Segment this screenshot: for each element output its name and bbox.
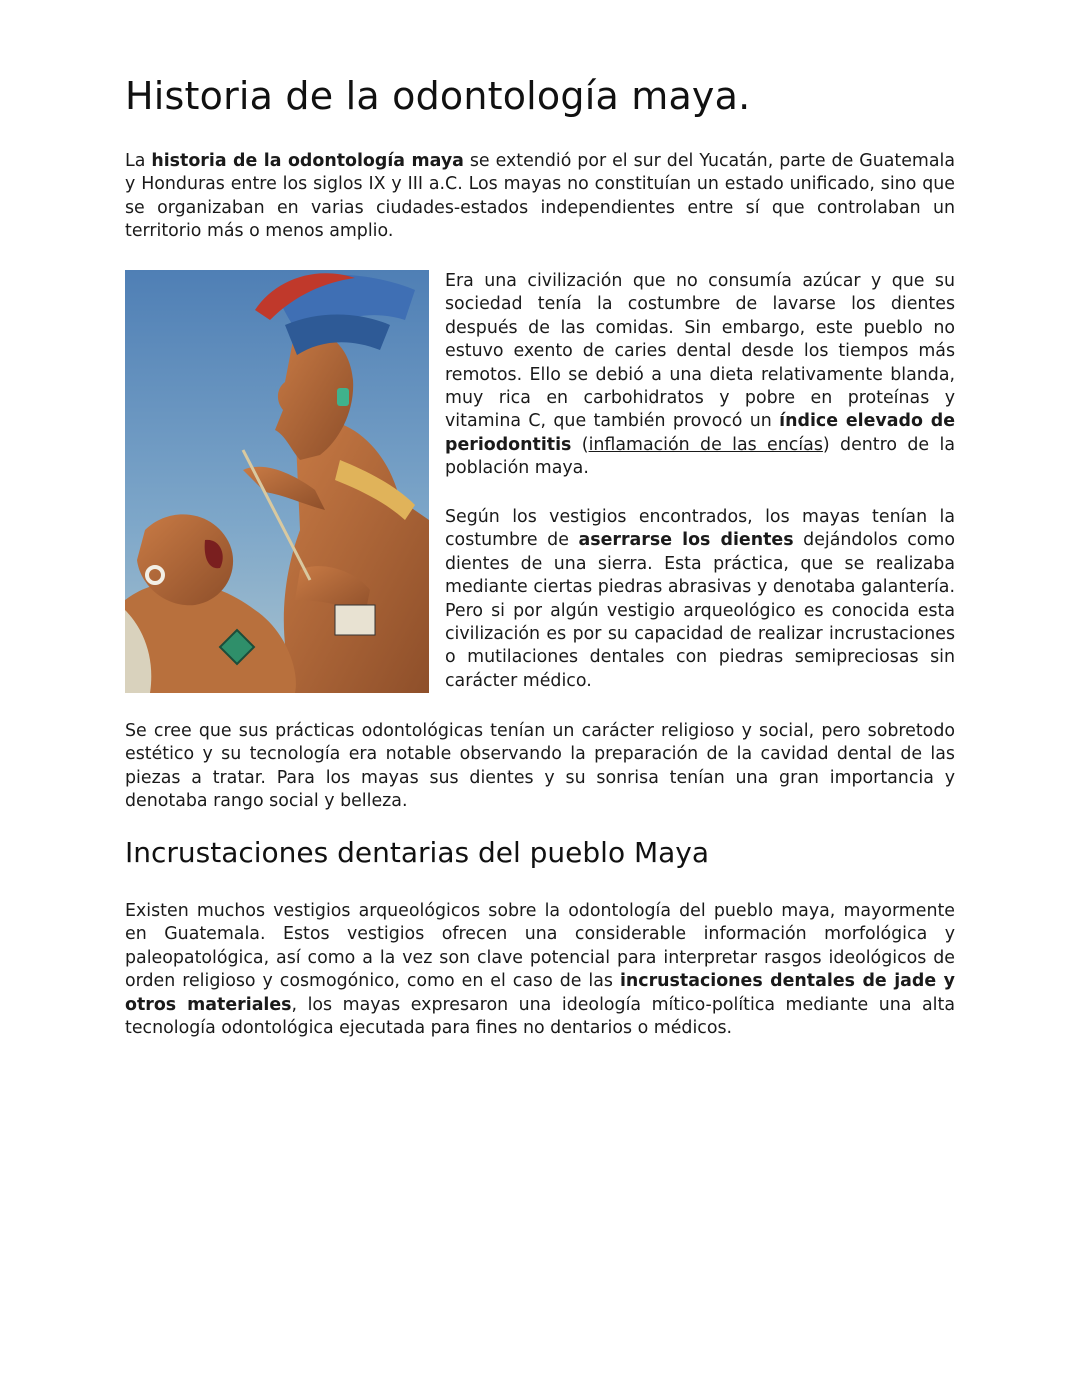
section-subtitle: Incrustaciones dentarias del pueblo Maya <box>125 836 710 869</box>
intro-bold: historia de la odontología maya <box>151 151 464 171</box>
earring <box>337 388 349 406</box>
inlays-paragraph: Existen muchos vestigios arqueológicos sobre la odontología del pueblo maya, mayormente en Guatemala. Estos vestigios ofrecen una considerable información morfológica y paleopatológica, así como a la vez son clave potencial para interpretar rasgos ideológicos de orden religioso y cosmogónico, como en el caso de las incrustaciones dentales de jade y otros materiales, los mayas expresaron una ideología mítico-política mediante una alta tecnología odontológica ejecutada para fines no dentarios o médicos. <box>125 901 955 1039</box>
gum-inflammation-link[interactable]: inflamación de las encías <box>588 434 823 455</box>
diet-paragraph: Era una civilización que no consumía azúcar y que su sociedad tenía la costumbre de lavarse los dientes después de las comidas. Sin embargo, este pueblo no estuvo exento de caries dental desde los tiempos más remotos. Ello se debió a una dieta relativamente blanda, muy rica en carbohidratos y pobre en proteínas y vitamina C, que también provocó un índice elevado de periodontitis (inflamación de las encías) dentro de la población maya. <box>445 271 956 479</box>
maya-dentistry-illustration <box>125 270 429 693</box>
page-title: Historia de la odontología maya. <box>125 74 751 118</box>
intro-paragraph: La historia de la odontología maya se extendió por el sur del Yucatán, parte de Guatemala y Honduras entre los siglos IX y III a.C. Los mayas no constituían un estado unificado, sino que se organizaban en varias ciudades-estados independientes entre sí que controlaban un territorio más o menos amplio. <box>125 151 955 242</box>
periodontitis-bold: índice elevado de periodontitis <box>445 411 956 455</box>
teeth-sawing-paragraph: Según los vestigios encontrados, los mayas tenían la costumbre de aserrarse los dientes dejándolos como dientes de una sierra. Esta práctica, que se realizaba mediante ciertas piedras abrasivas y denotaba galantería. Pero si por algún vestigio arqueológico es conocida esta civilización es por su capacidad de realizar incrustaciones o mutilaciones dentales con piedras semipreciosas sin carácter médico. <box>445 507 956 691</box>
wrist-band <box>335 605 375 635</box>
inlays-bold: incrustaciones dentales de jade y otros materiales <box>125 971 955 1015</box>
social-paragraph: Se cree que sus prácticas odontológicas tenían un carácter religioso y social, pero sobretodo estético y su tecnología era notable observando la preparación de la cavidad dental de las piezas a tratar. Para los mayas sus dientes y su sonrisa tenían una gran importancia y denotaba rango social y belleza. <box>125 721 955 812</box>
sawing-bold: aserrarse los dientes <box>578 530 794 551</box>
